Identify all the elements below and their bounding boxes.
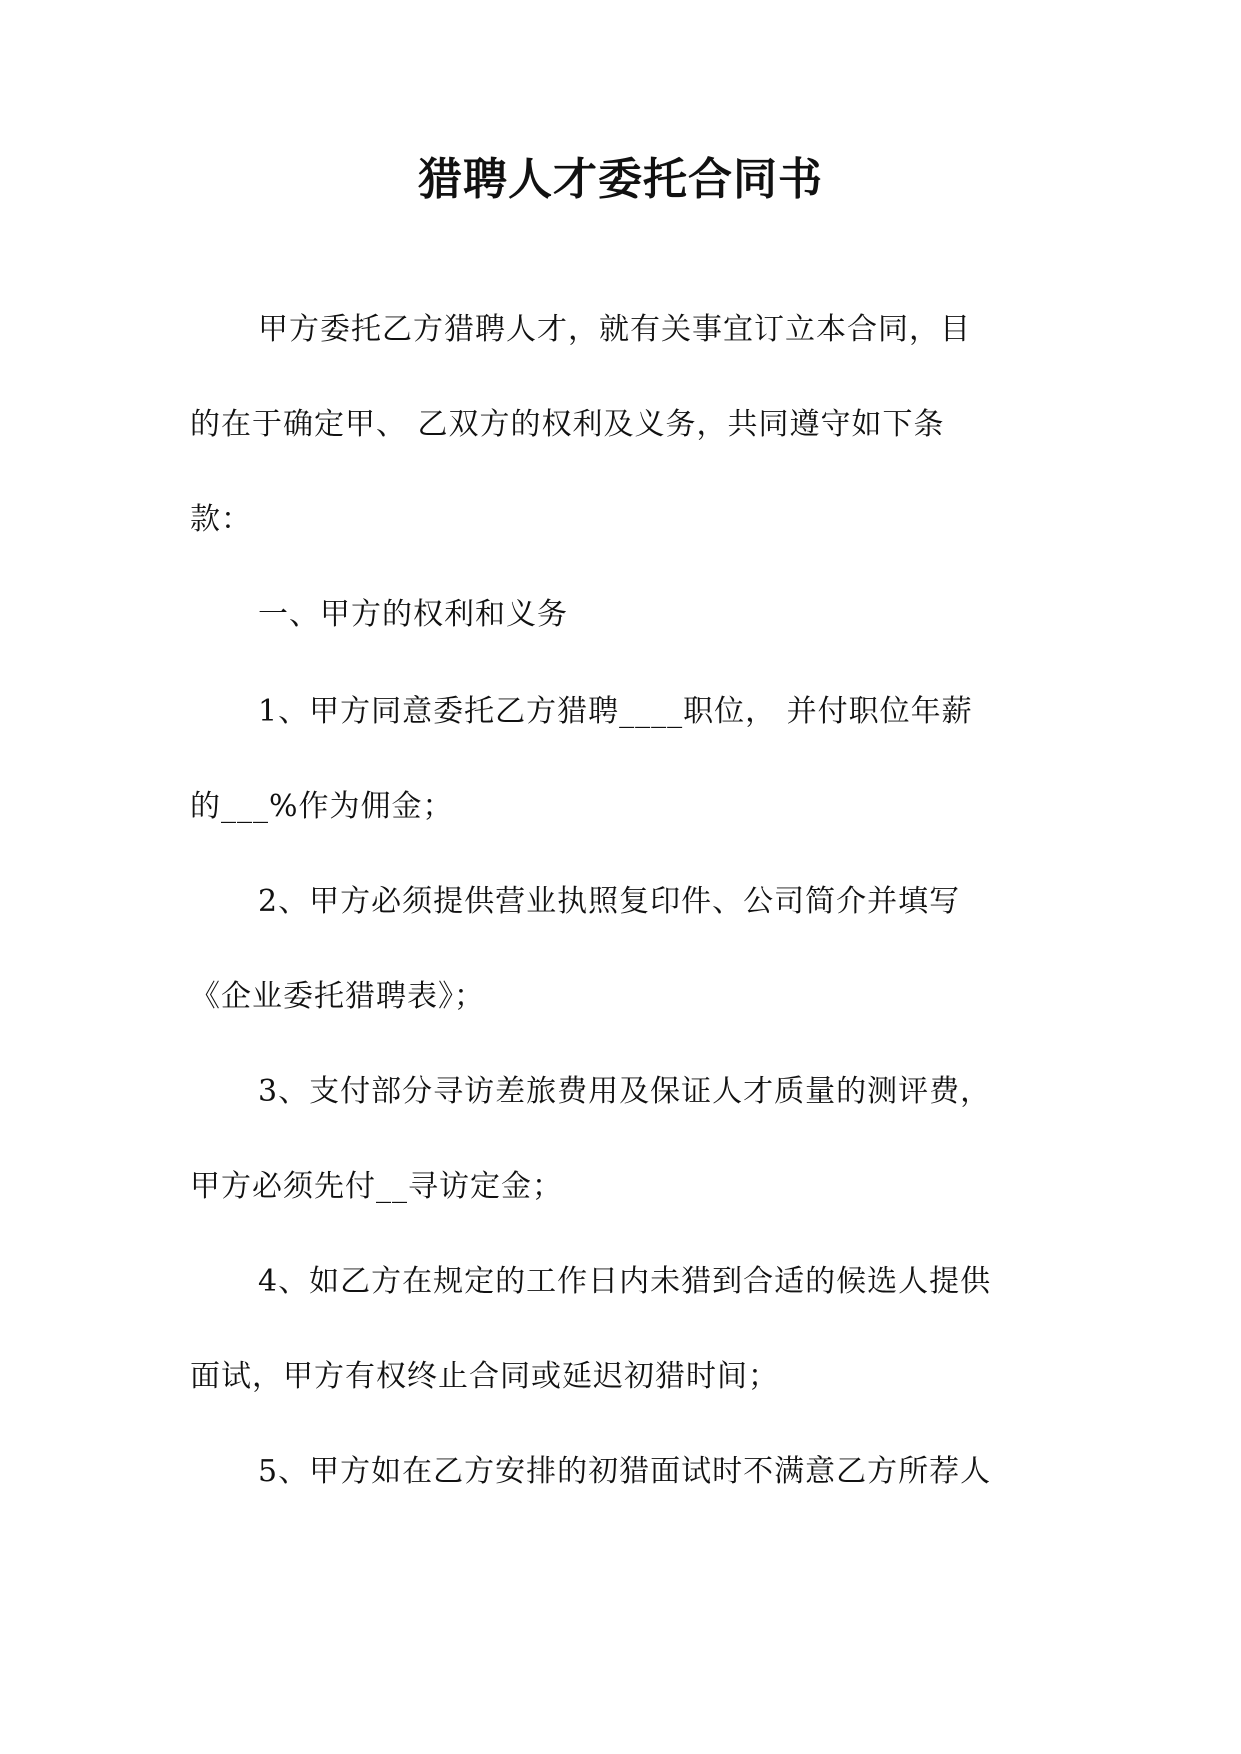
clause-line: 3、支付部分寻访差旅费用及保证人才质量的测评费， [258,1074,992,1109]
clause-line: 面试，甲方有权终止合同或延迟初猎时间； [190,1359,779,1394]
paragraph-line: 款： [190,502,252,537]
clause-line: 2、甲方必须提供营业执照复印件、公司简介并填写 [258,884,961,919]
section-heading: 一、甲方的权利和义务 [258,597,568,632]
clause-line: 1、甲方同意委托乙方猎聘____职位， 并付职位年薪 [258,694,973,729]
paragraph-line: 的在于确定甲、 乙双方的权利及义务，共同遵守如下条 [190,407,945,442]
clause-line: 《企业委托猎聘表》； [190,979,485,1014]
clause-line: 5、甲方如在乙方安排的初猎面试时不满意乙方所荐人 [258,1454,992,1489]
document-title: 猎聘人才委托合同书 [418,154,823,205]
clause-line: 的___%作为佣金； [190,789,454,824]
paragraph-line: 甲方委托乙方猎聘人才，就有关事宜订立本合同，目 [258,312,971,347]
clause-line: 甲方必须先付__寻访定金； [190,1169,563,1204]
clause-line: 4、如乙方在规定的工作日内未猎到合适的候选人提供 [258,1264,992,1299]
